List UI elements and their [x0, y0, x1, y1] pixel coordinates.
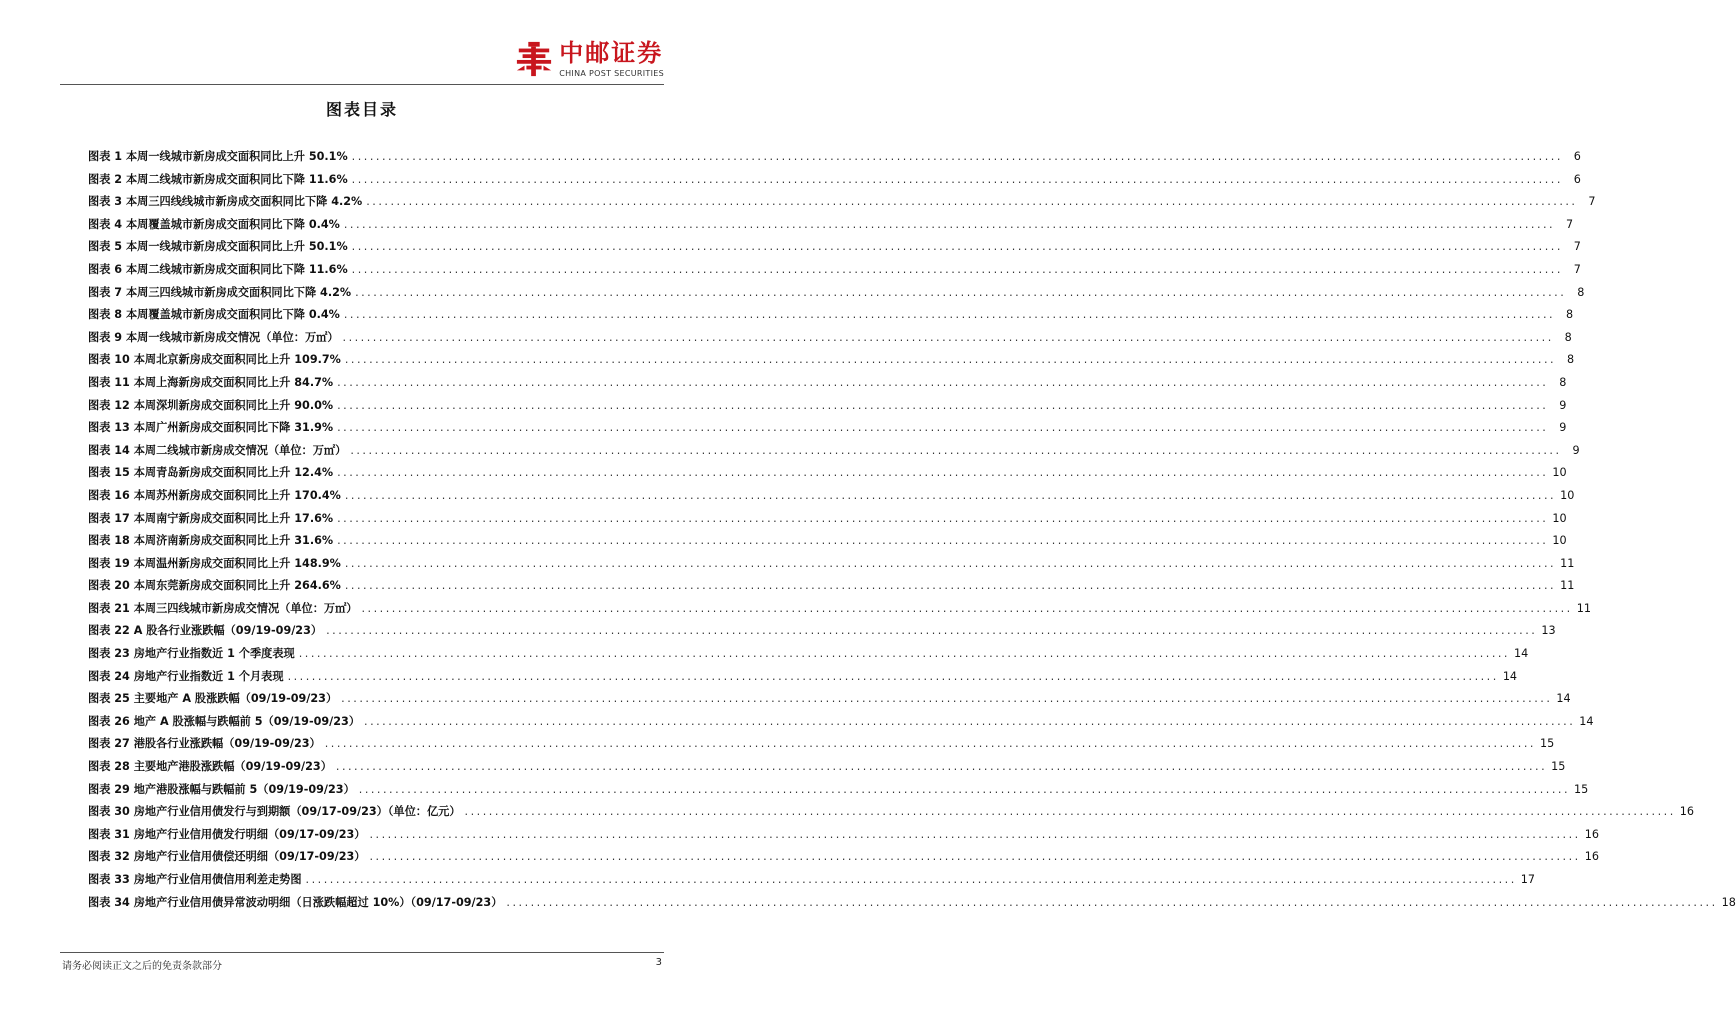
- toc-entry-title: 图表 5 本周一线城市新房成交面积同比上升 50.1%: [88, 240, 348, 254]
- toc-leader-dots: ........................................................................................................................................................................................................: [506, 895, 1718, 909]
- toc-entry-title: 图表 3 本周三四线线城市新房成交面积同比下降 4.2%: [88, 195, 363, 209]
- toc-entry-title: 图表 9 本周一线城市新房成交情况（单位：万㎡）: [88, 330, 339, 344]
- toc-entry-page: 16: [1679, 805, 1695, 819]
- toc-entry[interactable]: [88, 261, 1581, 284]
- toc-entry-page: 10: [1560, 488, 1575, 502]
- toc-entry-page: 8: [1559, 375, 1567, 389]
- toc-leader-dots: ........................................................................................................................................................................................................: [355, 285, 1567, 299]
- toc-entry[interactable]: [88, 238, 1581, 261]
- toc-entry-page: 8: [1566, 353, 1575, 367]
- toc-leader-dots: ........................................................................................................................................................................................................: [341, 692, 1553, 706]
- toc-entry[interactable]: [88, 871, 1536, 894]
- toc-entry-page: 9: [1572, 443, 1580, 457]
- toc-entry-title: 图表 34 房地产行业信用债异常波动明细（日涨跌幅超过 10%）（09/17-09/23）: [88, 895, 503, 909]
- toc-entry[interactable]: [88, 216, 1574, 239]
- toc-leader-dots: ........................................................................................................................................................................................................: [358, 782, 1571, 796]
- toc-entry-page: 8: [1566, 308, 1574, 322]
- toc-entry-title: 图表 1 本周一线城市新房成交面积同比上升 50.1%: [88, 150, 348, 163]
- toc-leader-dots: ........................................................................................................................................................................................................: [337, 375, 1549, 389]
- toc-entry-page: 15: [1551, 760, 1566, 774]
- toc-leader-dots: ........................................................................................................................................................................................................: [337, 466, 1549, 480]
- toc-entry-page: 11: [1576, 601, 1591, 615]
- toc-entry[interactable]: [88, 351, 1575, 374]
- toc-entry[interactable]: [88, 735, 1555, 758]
- toc-entry[interactable]: [88, 442, 1580, 465]
- toc-entry-page: 6: [1573, 172, 1581, 186]
- toc-entry-page: 7: [1566, 217, 1574, 231]
- toc-entry-page: 10: [1552, 466, 1567, 480]
- toc-leader-dots: ........................................................................................................................................................................................................: [335, 760, 1548, 774]
- toc-leader-dots: ........................................................................................................................................................................................................: [337, 511, 1549, 525]
- toc-entry-title: 图表 31 房地产行业信用债发行明细（09/17-09/23）: [88, 827, 366, 841]
- toc-entry-title: 图表 13 本周广州新房成交面积同比下降 31.9%: [88, 421, 334, 435]
- toc-entry-page: 7: [1573, 262, 1581, 276]
- toc-entry-page: 13: [1541, 624, 1556, 638]
- page-header: [60, 0, 664, 84]
- company-logo: [515, 40, 664, 80]
- toc-entry-title: 图表 21 本周三四线城市新房成交情况（单位：万㎡）: [88, 601, 358, 615]
- toc-leader-dots: ........................................................................................................................................................................................................: [287, 669, 1499, 683]
- toc-entry[interactable]: [88, 148, 1581, 171]
- toc-entry[interactable]: [88, 397, 1567, 420]
- toc-entry-page: 14: [1514, 647, 1529, 661]
- toc-leader-dots: ........................................................................................................................................................................................................: [369, 850, 1581, 864]
- toc-entry-title: 图表 20 本周东莞新房成交面积同比上升 264.6%: [88, 579, 341, 593]
- toc-entry-title: 图表 33 房地产行业信用债信用利差走势图: [88, 873, 302, 886]
- toc-entry-page: 16: [1584, 827, 1599, 841]
- toc-entry-page: 7: [1573, 240, 1581, 254]
- toc-entry-page: 14: [1579, 714, 1594, 728]
- toc-entry[interactable]: [88, 577, 1575, 600]
- toc-leader-dots: ........................................................................................................................................................................................................: [337, 398, 1549, 412]
- toc-entry[interactable]: [88, 464, 1567, 487]
- toc-leader-dots: ........................................................................................................................................................................................................: [464, 805, 1676, 819]
- toc-entry[interactable]: [88, 419, 1567, 442]
- toc-entry-page: 15: [1539, 737, 1555, 751]
- toc-leader-dots: ........................................................................................................................................................................................................: [364, 714, 1576, 728]
- toc-entry[interactable]: [88, 713, 1594, 736]
- toc-entry-page: 10: [1552, 534, 1567, 548]
- toc-entry-title: 图表 29 地产港股涨幅与跌幅前 5（09/19-09/23）: [88, 782, 355, 796]
- toc-entry-title: 图表 32 房地产行业信用债偿还明细（09/17-09/23）: [88, 850, 366, 864]
- toc-entry[interactable]: [88, 171, 1581, 194]
- toc-entry[interactable]: [88, 645, 1529, 668]
- toc-entry[interactable]: [88, 284, 1585, 307]
- toc-entry[interactable]: [88, 600, 1591, 623]
- toc-leader-dots: ........................................................................................................................................................................................................: [324, 737, 1536, 751]
- toc-leader-dots: ........................................................................................................................................................................................................: [344, 579, 1557, 593]
- page-number: 3: [655, 957, 662, 968]
- toc-leader-dots: ........................................................................................................................................................................................................: [351, 150, 1563, 163]
- figure-index-list: [88, 148, 1736, 916]
- toc-entry-title: 图表 2 本周二线城市新房成交面积同比下降 11.6%: [88, 172, 348, 186]
- toc-entry-title: 图表 26 地产 A 股涨幅与跌幅前 5（09/19-09/23）: [88, 714, 361, 728]
- toc-entry-page: 9: [1559, 398, 1567, 412]
- toc-entry[interactable]: [88, 690, 1571, 713]
- toc-leader-dots: ........................................................................................................................................................................................................: [361, 601, 1573, 615]
- toc-entry-title: 图表 10 本周北京新房成交面积同比上升 109.7%: [88, 353, 341, 367]
- toc-leader-dots: ........................................................................................................................................................................................................: [343, 217, 1556, 231]
- toc-leader-dots: ........................................................................................................................................................................................................: [326, 624, 1538, 638]
- toc-entry[interactable]: [88, 781, 1589, 804]
- toc-entry-page: 8: [1564, 330, 1572, 344]
- toc-entry-title: 图表 4 本周覆盖城市新房成交面积同比下降 0.4%: [88, 217, 340, 231]
- toc-entry-page: 18: [1721, 895, 1736, 909]
- footer-divider: [60, 952, 664, 953]
- header-divider: [60, 84, 664, 85]
- toc-entry-title: 图表 6 本周二线城市新房成交面积同比下降 11.6%: [88, 262, 348, 276]
- toc-leader-dots: ........................................................................................................................................................................................................: [351, 172, 1563, 186]
- toc-leader-dots: ........................................................................................................................................................................................................: [343, 308, 1556, 322]
- toc-entry[interactable]: [88, 668, 1518, 691]
- toc-entry-title: 图表 11 本周上海新房成交面积同比上升 84.7%: [88, 375, 334, 389]
- toc-entry[interactable]: [88, 803, 1695, 826]
- toc-entry-title: 图表 8 本周覆盖城市新房成交面积同比下降 0.4%: [88, 308, 340, 322]
- toc-entry-page: 17: [1520, 873, 1536, 886]
- toc-entry-title: 图表 22 A 股各行业涨跌幅（09/19-09/23）: [88, 624, 323, 638]
- toc-entry-title: 图表 28 主要地产港股涨跌幅（09/19-09/23）: [88, 760, 332, 774]
- toc-entry-title: 图表 14 本周二线城市新房成交情况（单位：万㎡）: [88, 443, 347, 457]
- toc-entry[interactable]: [88, 758, 1566, 781]
- toc-entry[interactable]: [88, 306, 1574, 329]
- toc-leader-dots: ........................................................................................................................................................................................................: [350, 443, 1562, 457]
- toc-entry[interactable]: [88, 510, 1567, 533]
- toc-leader-dots: ........................................................................................................................................................................................................: [337, 421, 1549, 435]
- brand-name-cn: 中邮证券: [559, 39, 664, 67]
- toc-entry[interactable]: [88, 193, 1596, 216]
- toc-entry-title: 图表 25 主要地产 A 股涨跌幅（09/19-09/23）: [88, 692, 338, 706]
- toc-leader-dots: ........................................................................................................................................................................................................: [366, 195, 1578, 209]
- toc-entry[interactable]: [88, 329, 1572, 352]
- toc-entry-page: 6: [1573, 150, 1581, 163]
- toc-entry-title: 图表 15 本周青岛新房成交面积同比上升 12.4%: [88, 466, 334, 480]
- toc-entry-title: 图表 27 港股各行业涨跌幅（09/19-09/23）: [88, 737, 321, 751]
- toc-entry[interactable]: [88, 622, 1556, 645]
- toc-entry-title: 图表 24 房地产行业指数近 1 个月表现: [88, 669, 284, 683]
- toc-leader-dots: ........................................................................................................................................................................................................: [342, 330, 1554, 344]
- toc-entry-page: 11: [1560, 556, 1575, 570]
- china-post-logo-icon: [515, 40, 553, 78]
- toc-entry-title: 图表 7 本周三四线城市新房成交面积同比下降 4.2%: [88, 285, 352, 299]
- toc-entry-page: 9: [1559, 421, 1567, 435]
- toc-leader-dots: ........................................................................................................................................................................................................: [344, 353, 1557, 367]
- toc-entry[interactable]: [88, 894, 1736, 917]
- toc-entry-page: 11: [1560, 579, 1575, 593]
- toc-entry-page: 8: [1577, 285, 1585, 299]
- toc-entry[interactable]: [88, 555, 1575, 578]
- toc-entry-title: 图表 19 本周温州新房成交面积同比上升 148.9%: [88, 556, 341, 570]
- toc-entry-title: 图表 30 房地产行业信用债发行与到期额（09/17-09/23）（单位：亿元）: [88, 805, 461, 819]
- toc-entry-title: 图表 17 本周南宁新房成交面积同比上升 17.6%: [88, 511, 334, 525]
- toc-leader-dots: ........................................................................................................................................................................................................: [337, 534, 1549, 548]
- toc-entry[interactable]: [88, 826, 1599, 849]
- toc-entry[interactable]: [88, 487, 1575, 510]
- page-title: 图表目录: [325, 100, 398, 119]
- toc-entry-page: 15: [1574, 782, 1589, 796]
- toc-leader-dots: ........................................................................................................................................................................................................: [344, 488, 1557, 502]
- toc-entry-title: 图表 12 本周深圳新房成交面积同比上升 90.0%: [88, 398, 334, 412]
- toc-entry[interactable]: [88, 848, 1599, 871]
- toc-entry-page: 7: [1588, 195, 1596, 209]
- toc-entry-page: 16: [1584, 850, 1599, 864]
- toc-entry-title: 图表 23 房地产行业指数近 1 个季度表现: [88, 647, 295, 661]
- toc-leader-dots: ........................................................................................................................................................................................................: [369, 827, 1581, 841]
- brand-name-en: CHINA POST SECURITIES: [559, 69, 664, 78]
- toc-leader-dots: ........................................................................................................................................................................................................: [351, 262, 1563, 276]
- toc-entry-title: 图表 18 本周济南新房成交面积同比上升 31.6%: [88, 534, 334, 548]
- disclaimer-note: 请务必阅读正文之后的免责条款部分: [62, 961, 222, 972]
- toc-entry-page: 14: [1502, 669, 1518, 683]
- toc-leader-dots: ........................................................................................................................................................................................................: [344, 556, 1557, 570]
- toc-leader-dots: ........................................................................................................................................................................................................: [298, 647, 1510, 661]
- toc-entry[interactable]: [88, 532, 1567, 555]
- toc-entry[interactable]: [88, 374, 1567, 397]
- toc-entry-page: 14: [1556, 692, 1571, 706]
- toc-leader-dots: ........................................................................................................................................................................................................: [305, 873, 1517, 886]
- toc-entry-page: 10: [1552, 511, 1567, 525]
- toc-leader-dots: ........................................................................................................................................................................................................: [351, 240, 1563, 254]
- toc-entry-title: 图表 16 本周苏州新房成交面积同比上升 170.4%: [88, 488, 341, 502]
